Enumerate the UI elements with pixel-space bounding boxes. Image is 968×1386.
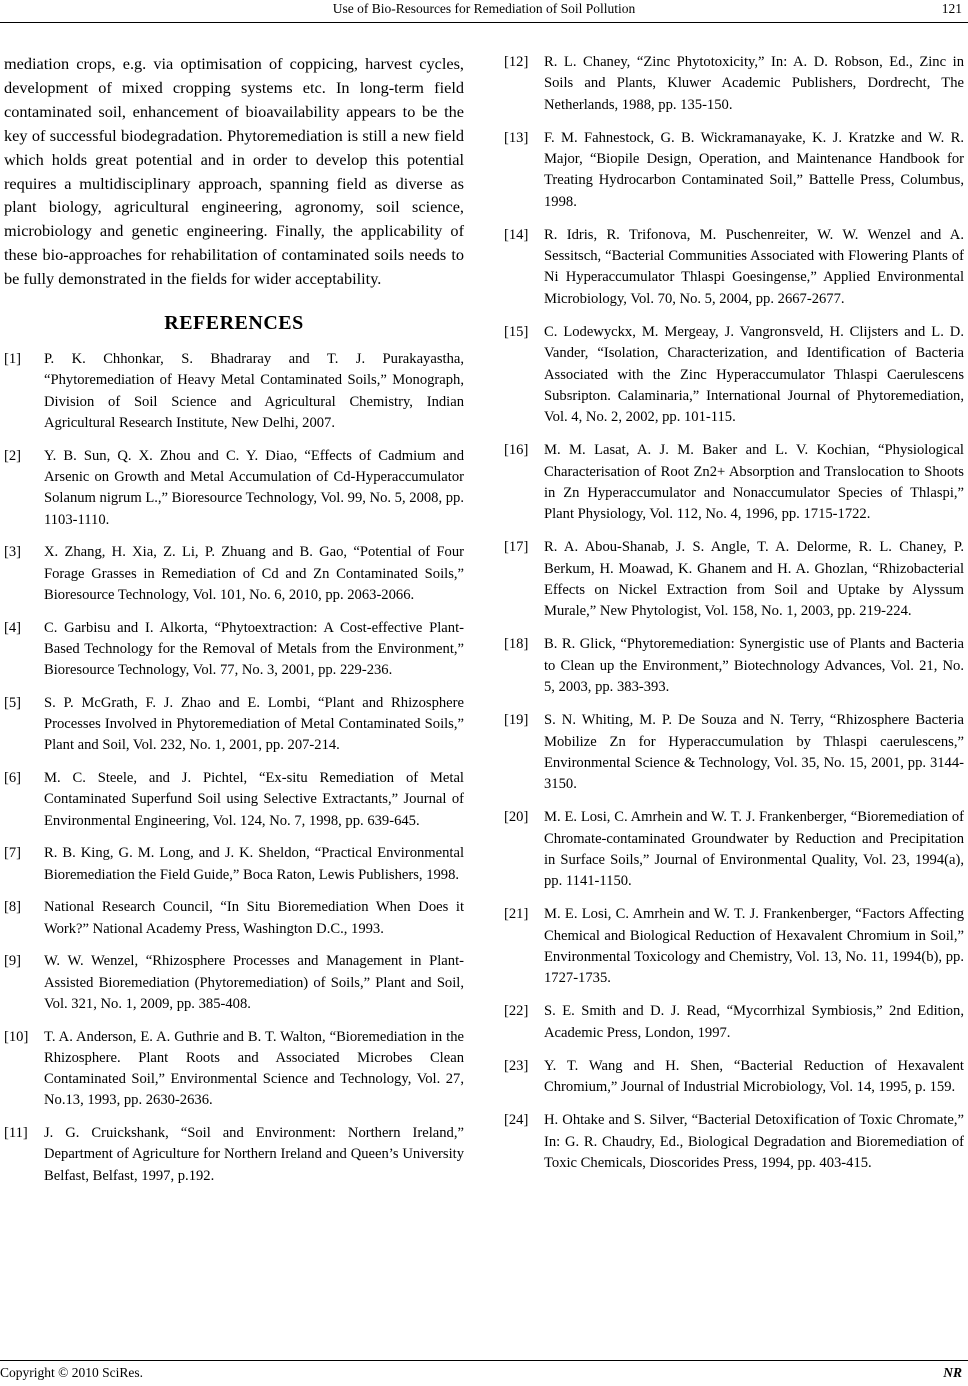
reference-text: X. Zhang, H. Xia, Z. Li, P. Zhuang and B. Gao, “Potential of Four Forage Grasses in Remediation of Cd and Zn Contaminated Soils,” Bioresource Technology, Vol. 101, No. 6, 2010, pp. 2063-2066. — [44, 544, 464, 603]
reference-number: [18] — [504, 636, 529, 653]
reference-number: [21] — [504, 906, 529, 923]
reference-item — [504, 52, 964, 116]
reference-item — [4, 951, 464, 1015]
reference-text: Y. T. Wang and H. Shen, “Bacterial Reduction of Hexavalent Chromium,” Journal of Industrial Microbiology, Vol. 14, 1995, p. 159. — [544, 1057, 964, 1096]
reference-number: [24] — [504, 1112, 529, 1129]
running-title: Use of Bio-Resources for Remediation of Soil Pollution — [332, 1, 636, 16]
references-heading: REFERENCES — [164, 312, 304, 335]
reference-text: R. Idris, R. Trifonova, M. Puschenreiter, W. W. Wenzel and A. Sessitsch, “Bacterial Communities Associated with Flowering Plants of Ni Hyperaccumulator Thlaspi Goesingense,” Applied Environmental Microbiology, Vol. 70, No. 5, 2004, pp. 2667-2677. — [544, 226, 964, 307]
left-column — [4, 52, 464, 1198]
reference-number: [14] — [504, 226, 529, 243]
reference-number: [22] — [504, 1003, 529, 1020]
reference-item — [4, 1123, 464, 1187]
reference-text: C. Lodewyckx, M. Mergeay, J. Vangronsveld, H. Clijsters and L. D. Vander, “Isolation, Characterization, and Identification of Bacteria Associated with the Zinc Hyperaccumulator Thlaspi Caerulescens Subsripton. Calaminaria,” International Journal of Phytoremediation, Vol. 4, No. 2, 2002, pp. 101-115. — [544, 323, 964, 426]
page-header — [0, 0, 968, 22]
page-number: 121 — [941, 1, 962, 16]
footer-rule — [0, 1360, 968, 1361]
reference-number: [4] — [4, 619, 22, 636]
reference-item — [504, 440, 964, 525]
copyright-notice: Copyright © 2010 SciRes. — [0, 1365, 144, 1380]
reference-item — [4, 897, 464, 940]
reference-item — [4, 446, 464, 531]
reference-item — [504, 1001, 964, 1044]
reference-number: [20] — [504, 809, 529, 826]
reference-number: [17] — [504, 539, 529, 556]
reference-text: S. E. Smith and D. J. Read, “Mycorrhizal Symbiosis,” 2nd Edition, Academic Press, London, 1997. — [544, 1003, 964, 1041]
reference-text: S. P. McGrath, F. J. Zhao and E. Lombi, “Plant and Rhizosphere Processes Involved in Phytoremediation of Metal Contaminated Soils,” Plant and Soil, Vol. 232, No. 1, 2001, pp. 207-214. — [44, 694, 464, 754]
header-rule — [0, 22, 968, 23]
right-column — [504, 52, 964, 1186]
reference-item — [504, 537, 964, 622]
reference-number: [2] — [4, 447, 22, 464]
reference-item — [504, 1056, 964, 1099]
reference-number: [9] — [4, 953, 22, 970]
reference-item — [504, 904, 964, 989]
reference-number: [16] — [504, 442, 529, 459]
reference-text: T. A. Anderson, E. A. Guthrie and B. T. Walton, “Bioremediation in the Rhizosphere. Plant Roots and Associated Microbes Clean Contaminated Soil,” Environmental Science and Technology, Vol. 27, No.13, 1993, pp. 2630-2636. — [44, 1028, 464, 1109]
reference-item — [504, 225, 964, 310]
reference-text: M. E. Losi, C. Amrhein and W. T. J. Frankenberger, “Bioremediation of Chromate-contaminated Groundwater by Reduction and Precipitation in Surface Soils,” Journal of Environmental Quality, Vol. 23, 1994(a), pp. 1141-1150. — [544, 809, 964, 890]
reference-number: [23] — [504, 1057, 529, 1074]
reference-text: R. A. Abou-Shanab, J. S. Angle, T. A. Delorme, R. L. Chaney, P. Berkum, H. Moawad, K. Ghanem and H. A. Ghozlan, “Rhizobacterial Effects on Nickel Extraction from Soil and Uptake by Alyssum Murale,” New Phytologist, Vol. 158, No. 1, 2003, pp. 219-224. — [544, 539, 964, 620]
journal-abbreviation: NR — [943, 1365, 962, 1380]
reference-text: M. C. Steele, and J. Pichtel, “Ex-situ Remediation of Metal Contaminated Superfund Soil using Selective Extractants,” Journal of Environmental Engineering, Vol. 124, No. 7, 1998, pp. 639-645. — [44, 770, 464, 829]
reference-item — [504, 322, 964, 428]
reference-number: [7] — [4, 845, 22, 862]
reference-number: [3] — [4, 544, 22, 561]
reference-item — [504, 807, 964, 892]
reference-item — [4, 768, 464, 832]
reference-number: [6] — [4, 770, 22, 787]
reference-text: C. Garbisu and I. Alkorta, “Phytoextraction: A Cost-effective Plant-Based Technology for the Removal of Metals from the Environment,” Bioresource Technology, Vol. 77, No. 3, 2001, pp. 229-236. — [44, 619, 464, 679]
reference-text: R. L. Chaney, “Zinc Phytotoxicity,” In: A. D. Robson, Ed., Zinc in Soils and Plants, Kluwer Academic Publishers, Dordrecht, The Netherlands, 1988, pp. 135-150. — [544, 54, 964, 113]
reference-item — [504, 634, 964, 698]
reference-item — [504, 128, 964, 213]
reference-text: H. Ohtake and S. Silver, “Bacterial Detoxification of Toxic Chromate,” In: G. R. Chaudry, Ed., Biological Degradation and Bioremediation of Toxic Chemicals, Dioscorides Press, 1994, pp. 403-415. — [544, 1112, 964, 1172]
reference-item — [504, 1110, 964, 1174]
reference-number: [15] — [504, 323, 529, 340]
reference-item — [504, 710, 964, 795]
reference-number: [10] — [4, 1028, 29, 1045]
reference-text: National Research Council, “In Situ Bioremediation When Does it Work?” National Academy Press, Washington D.C., 1993. — [44, 899, 464, 937]
reference-item — [4, 618, 464, 682]
reference-item — [4, 1027, 464, 1112]
intro-paragraph: mediation crops, e.g. via optimisation of coppicing, harvest cycles, development of mixed cropping systems etc. In long-term field contaminated soil, enhancement of bioavailability appears to be the key of successful biodegradation. Phytoremediation is still a new field which holds great potential and in order to develop this potential requires a multidisciplinary approach, spanning field as diverse as plant biology, agricultural engineering, agronomy, soil science, microbiology and genetic engineering. Finally, the applicability of these bio-approaches for rehabilitation of contaminated soils needs to be fully demonstrated in the fields for wider acceptability. — [4, 54, 464, 289]
reference-number: [5] — [4, 694, 22, 711]
reference-text: J. G. Cruickshank, “Soil and Environment: Northern Ireland,” Department of Agriculture for Northern Ireland and Queen’s University Belfast, Belfast, 1997, p.192. — [44, 1125, 464, 1184]
reference-number: [1] — [4, 351, 22, 368]
reference-text: M. E. Losi, C. Amrhein and W. T. J. Frankenberger, “Factors Affecting Chemical and Biological Reduction of Hexavalent Chromium in Soil,” Environmental Toxicology and Chemistry, Vol. 13, No. 11, 1994(b), pp. 1727-1735. — [544, 906, 964, 987]
reference-number: [12] — [504, 54, 529, 70]
reference-item — [4, 693, 464, 757]
reference-text: P. K. Chhonkar, S. Bhadraray and T. J. Purakayastha, “Phytoremediation of Heavy Metal Contaminated Soils,” Monograph, Division of Soil Science and Agricultural Chemistry, Indian Agricultural Research Institute, New Delhi, 2007. — [44, 351, 464, 431]
reference-item — [4, 843, 464, 886]
reference-text: W. W. Wenzel, “Rhizosphere Processes and Management in Plant-Assisted Bioremediation (Phytoremediation) of Soils,” Plant and Soil, Vol. 321, No. 1, 2009, pp. 385-408. — [44, 953, 464, 1012]
reference-text: F. M. Fahnestock, G. B. Wickramanayake, K. J. Kratzke and W. R. Major, “Biopile Design, Operation, and Maintenance Handbook for Treating Hydrocarbon Contaminated Soil,” Battelle Press, Columbus, 1998. — [544, 129, 964, 210]
reference-item — [4, 349, 464, 434]
reference-number: [8] — [4, 899, 22, 916]
reference-text: M. M. Lasat, A. J. M. Baker and L. V. Kochian, “Physiological Characterisation of Root Zn2+ Absorption and Translocation to Shoots in Zn Hyperaccumulator and Nonaccumulator Species of Thlaspi,” Plant Physiology, Vol. 112, No. 4, 1996, pp. 1715-1722. — [544, 442, 964, 523]
reference-number: [19] — [504, 712, 529, 729]
reference-number: [13] — [504, 129, 529, 146]
reference-text: B. R. Glick, “Phytoremediation: Synergistic use of Plants and Bacteria to Clean up the Environment,” Biotechnology Advances, Vol. 21, No. 5, 2003, pp. 383-393. — [544, 636, 964, 696]
reference-number: [11] — [4, 1125, 28, 1142]
reference-item — [4, 542, 464, 606]
reference-text: Y. B. Sun, Q. X. Zhou and C. Y. Diao, “Effects of Cadmium and Arsenic on Growth and Metal Accumulation of Cd-Hyperaccumulator Solanum nigrum L.,” Bioresource Technology, Vol. 99, No. 5, 2008, pp. 1103-1110. — [44, 447, 464, 528]
page-footer — [0, 1360, 968, 1386]
reference-text: S. N. Whiting, M. P. De Souza and N. Terry, “Rhizosphere Bacteria Mobilize Zn for Hyperaccumulation by Thlaspi caerulescens,” Environmental Science & Technology, Vol. 35, No. 15, 2001, pp. 3144-3150. — [544, 712, 964, 793]
reference-text: R. B. King, G. M. Long, and J. K. Sheldon, “Practical Environmental Bioremediation the Field Guide,” Boca Raton, Lewis Publishers, 1998. — [44, 845, 464, 883]
